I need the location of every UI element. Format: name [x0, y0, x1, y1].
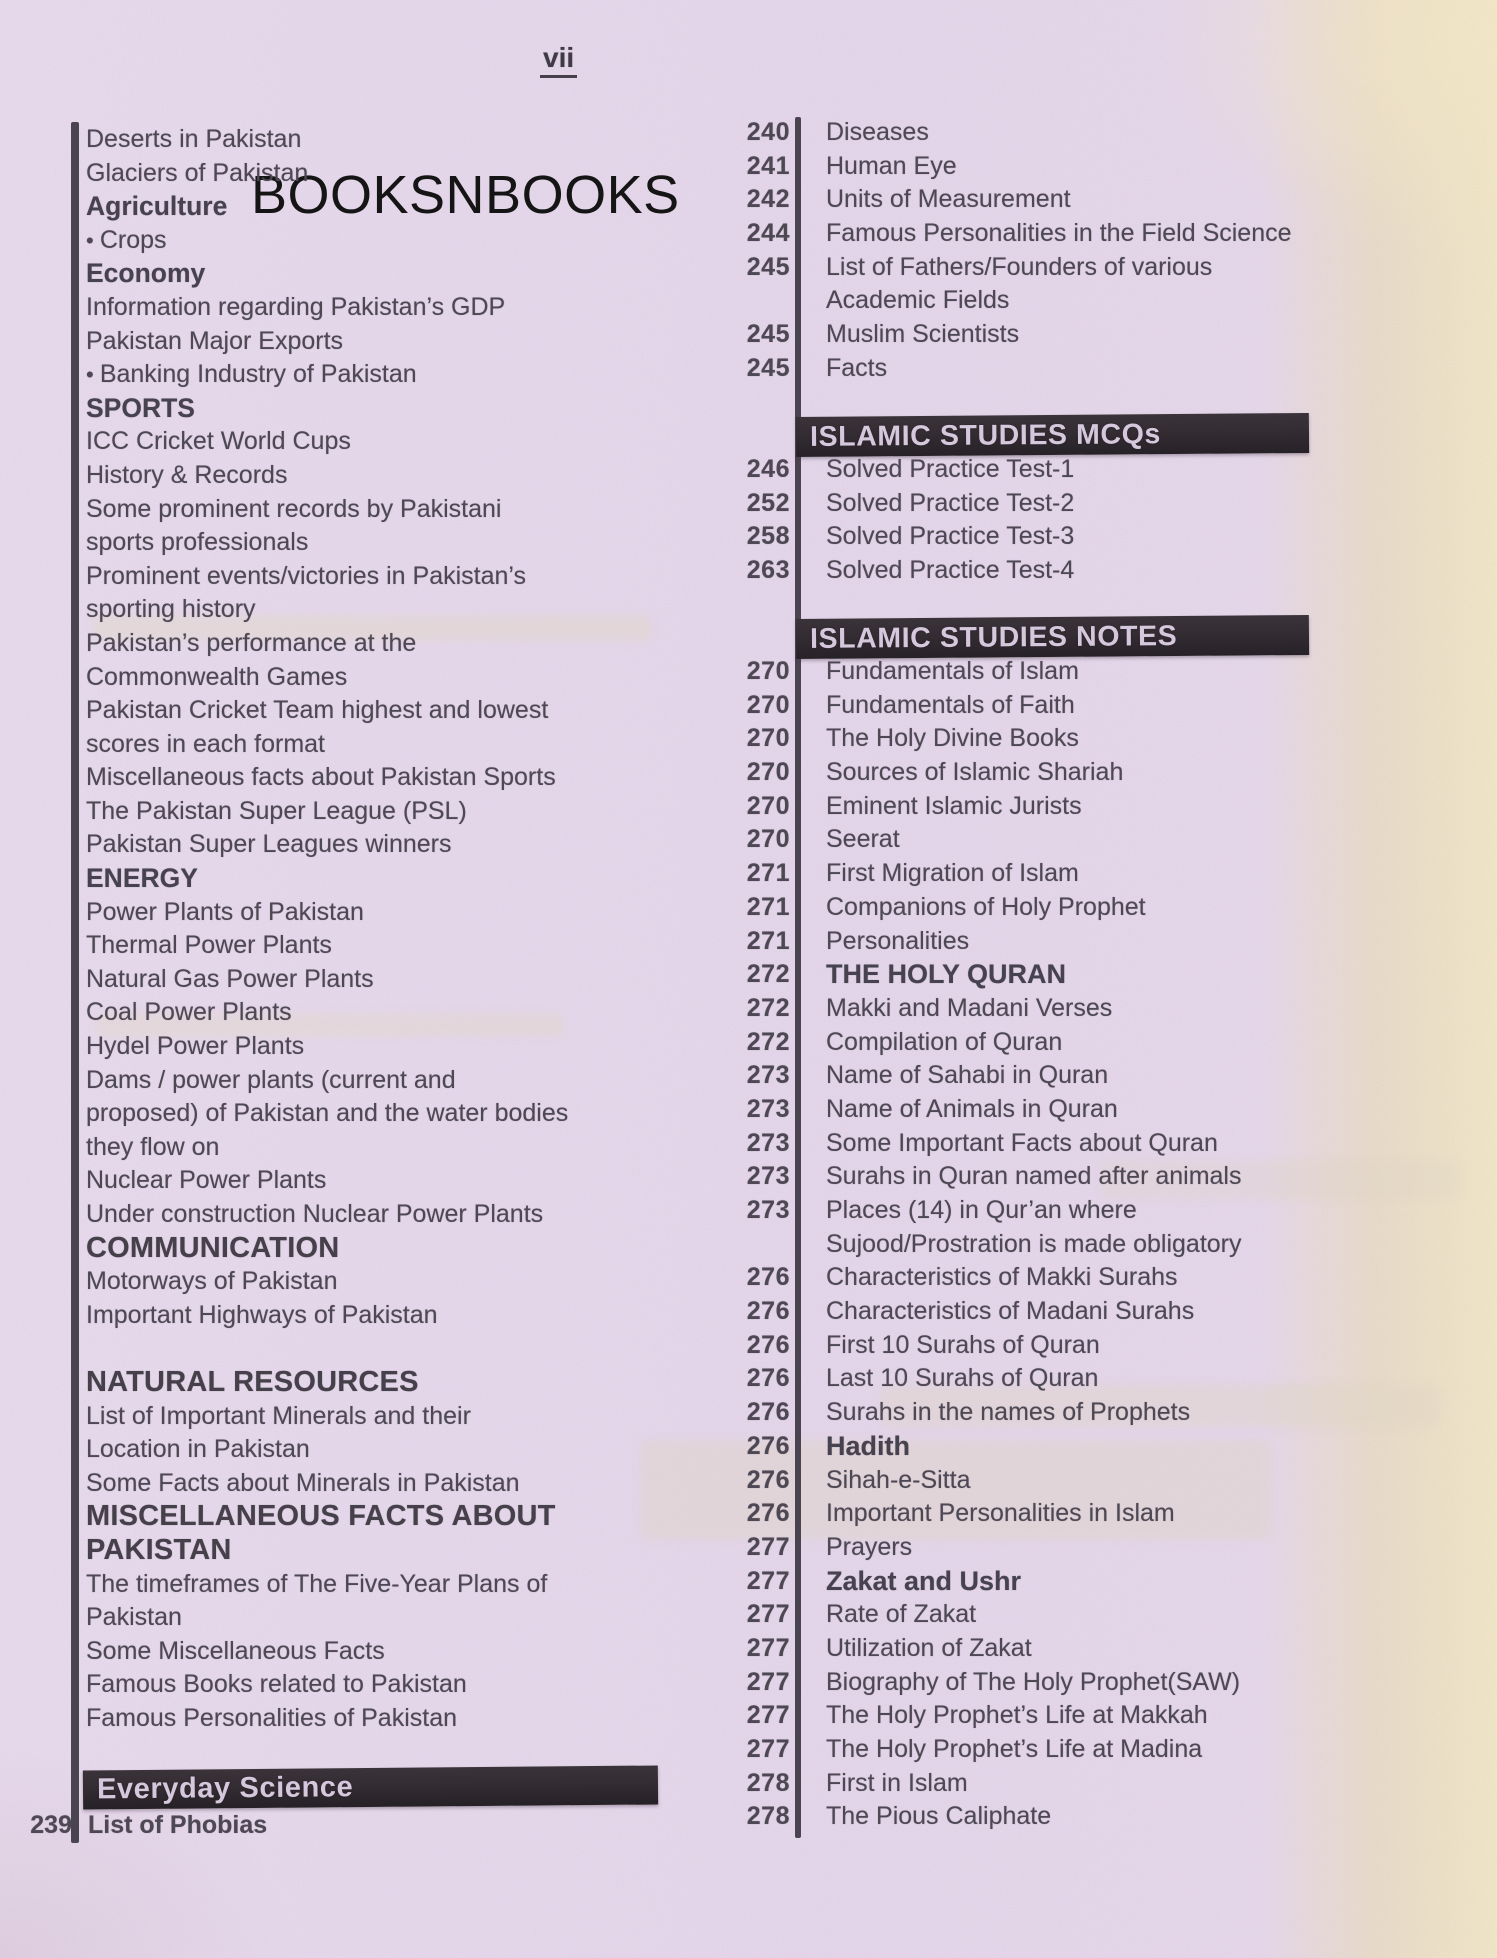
- entry-title: Personalities: [826, 926, 970, 955]
- page-number: 241: [746, 151, 790, 180]
- toc-line: Pakistan Cricket Team highest and lowest: [86, 696, 549, 725]
- toc-entry: [630, 1127, 1470, 1161]
- entry-title: Biography of The Holy Prophet(SAW): [826, 1667, 1241, 1696]
- toc-entry: [630, 1093, 1470, 1127]
- page-number: 270: [746, 724, 790, 753]
- page-number: 276: [746, 1499, 790, 1528]
- toc-line: Pakistan: [86, 1603, 182, 1632]
- entry-title: Solved Practice Test-2: [826, 488, 1075, 517]
- toc-line: NATURAL RESOURCES: [86, 1365, 419, 1398]
- entry-title: Sihah-e-Sitta: [826, 1465, 971, 1494]
- page-number: 277: [746, 1566, 790, 1595]
- toc-line: Coal Power Plants: [86, 998, 292, 1027]
- toc-entry: [630, 284, 1470, 318]
- page-number: 272: [746, 960, 790, 989]
- toc-line: Information regarding Pakistan’s GDP: [86, 292, 506, 321]
- toc-line: sporting history: [86, 595, 256, 624]
- entry-title: Fundamentals of Faith: [826, 690, 1075, 719]
- toc-line: Hydel Power Plants: [86, 1032, 305, 1061]
- entry-title: Companions of Holy Prophet: [826, 892, 1146, 921]
- toc-entry: [630, 183, 1470, 217]
- page-number: 277: [746, 1735, 790, 1763]
- toc-entry: [630, 958, 1470, 992]
- page-number: 245: [746, 353, 790, 382]
- page-number: 277: [746, 1600, 790, 1629]
- entry-title: Facts: [826, 353, 888, 382]
- section-banner-label: ISLAMIC STUDIES MCQs: [809, 418, 1161, 454]
- toc-entry: [630, 1632, 1470, 1666]
- section-banner-bar: [796, 413, 1309, 457]
- entry-title: Hadith: [826, 1430, 910, 1461]
- page-number: 277: [746, 1667, 790, 1696]
- page-number: 270: [746, 657, 790, 685]
- toc-line: Dams / power plants (current and: [86, 1065, 456, 1094]
- entry-title: Famous Personalities in the Field Science: [826, 219, 1292, 248]
- page-number: 252: [746, 488, 790, 517]
- everyday-science-banner-label: Everyday Science: [96, 1771, 354, 1806]
- page-number: 277: [746, 1633, 790, 1662]
- toc-line: Prominent events/victories in Pakistan’s: [86, 561, 527, 590]
- entry-title: First 10 Surahs of Quran: [826, 1330, 1100, 1359]
- page-number: 273: [746, 1128, 790, 1157]
- right-column-rows: [630, 116, 1470, 1834]
- left-column-lines: [86, 123, 638, 1736]
- toc-entry: [630, 520, 1470, 554]
- entry-title: Eminent Islamic Jurists: [826, 791, 1082, 820]
- toc-line: Agriculture: [86, 191, 228, 222]
- toc-line: COMMUNICATION: [86, 1231, 340, 1264]
- page-number: 271: [746, 859, 790, 888]
- entry-title: Muslim Scientists: [826, 320, 1020, 349]
- toc-entry: [630, 1329, 1470, 1363]
- page-number: 246: [746, 454, 790, 483]
- section-banner-bar: [796, 615, 1309, 659]
- toc-line: Glaciers of Pakistan: [86, 158, 309, 187]
- page-number: 276: [746, 1465, 790, 1494]
- entry-title: Academic Fields: [826, 286, 1010, 315]
- toc-line: SPORTS: [86, 392, 195, 423]
- page-number: 278: [746, 1768, 790, 1797]
- toc-entry: [630, 1767, 1470, 1801]
- entry-title: Surahs in the names of Prophets: [826, 1398, 1191, 1427]
- toc-line: Motorways of Pakistan: [86, 1267, 338, 1296]
- entry-title: Seerat: [826, 825, 900, 854]
- page-number: 273: [746, 1196, 790, 1224]
- page-number: 271: [746, 926, 790, 955]
- entry-title: Sources of Islamic Shariah: [826, 758, 1124, 787]
- entry-title: List of Phobias: [88, 1811, 268, 1839]
- toc-entry: [630, 116, 1470, 150]
- toc-line: PAKISTAN: [86, 1533, 232, 1566]
- entry-title: The Holy Prophet’s Life at Madina: [826, 1735, 1203, 1763]
- entry-title: Surahs in Quran named after animals: [826, 1162, 1242, 1191]
- entry-title: Name of Animals in Quran: [826, 1094, 1118, 1123]
- entry-title: Characteristics of Makki Surahs: [826, 1263, 1178, 1292]
- toc-line: The timeframes of The Five-Year Plans of: [86, 1569, 548, 1598]
- entry-title: First in Islam: [826, 1768, 968, 1797]
- toc-line: • Crops: [86, 224, 638, 258]
- toc-entry: [630, 150, 1470, 184]
- toc-line: Thermal Power Plants: [86, 931, 332, 960]
- toc-line: Pakistan Major Exports: [86, 326, 344, 355]
- toc-line: Under construction Nuclear Power Plants: [86, 1200, 544, 1228]
- toc-entry: [630, 689, 1470, 723]
- entry-title: Solved Practice Test-3: [826, 522, 1075, 551]
- page-number: 277: [746, 1532, 790, 1561]
- toc-line: Famous Personalities of Pakistan: [86, 1703, 458, 1732]
- toc-entry: [630, 1733, 1470, 1767]
- toc-entry: [630, 857, 1470, 891]
- page-number: 242: [746, 185, 790, 214]
- page-number: 276: [746, 1330, 790, 1359]
- page-number: 244: [746, 219, 790, 248]
- toc-line: Some prominent records by Pakistani: [86, 494, 502, 523]
- toc-line: • Banking Industry of Pakistan: [86, 358, 638, 392]
- entry-title: Solved Practice Test-4: [826, 555, 1075, 584]
- toc-spacer: [86, 1332, 638, 1366]
- entry-title: Makki and Madani Verses: [826, 993, 1113, 1022]
- toc-entry: [630, 1396, 1470, 1430]
- entry-title: Utilization of Zakat: [826, 1633, 1032, 1662]
- toc-line: ENERGY: [86, 863, 198, 894]
- toc-line: Deserts in Pakistan: [86, 125, 302, 153]
- entry-title: The Holy Prophet’s Life at Makkah: [826, 1701, 1208, 1730]
- toc-line: Some Miscellaneous Facts: [86, 1636, 385, 1665]
- toc-entry: [630, 251, 1470, 285]
- watermark-text: BOOKSNBOOKS: [251, 165, 680, 225]
- section-banner-label: ISLAMIC STUDIES NOTES: [809, 620, 1178, 656]
- page-number: 276: [746, 1364, 790, 1393]
- entry-title: Human Eye: [826, 151, 957, 180]
- toc-line: MISCELLANEOUS FACTS ABOUT: [86, 1500, 556, 1533]
- page-number: 270: [746, 825, 790, 854]
- entry-title: Zakat and Ushr: [826, 1565, 1022, 1596]
- toc-line: ICC Cricket World Cups: [86, 427, 351, 456]
- toc-entry: [630, 1430, 1470, 1464]
- entry-title: Some Important Facts about Quran: [826, 1128, 1218, 1157]
- entry-title: Places (14) in Qur’an where: [826, 1196, 1137, 1224]
- entry-title: First Migration of Islam: [826, 859, 1079, 888]
- toc-entry: [630, 1598, 1470, 1632]
- toc-entry: [630, 1160, 1470, 1194]
- page-number: 277: [746, 1701, 790, 1730]
- entry-title: Compilation of Quran: [826, 1027, 1063, 1056]
- toc-entry: [630, 823, 1470, 857]
- toc-entry: [630, 217, 1470, 251]
- page-number: 270: [746, 791, 790, 820]
- page-number: 273: [746, 1094, 790, 1123]
- entry-title: List of Fathers/Founders of various: [826, 252, 1213, 281]
- toc-entry: [630, 1699, 1470, 1733]
- toc-line: Some Facts about Minerals in Pakistan: [86, 1468, 520, 1497]
- page-number: 272: [746, 993, 790, 1022]
- entry-title: Name of Sahabi in Quran: [826, 1061, 1109, 1090]
- toc-entry: [630, 1464, 1470, 1498]
- page-number: 276: [746, 1297, 790, 1326]
- toc-entry: [630, 1295, 1470, 1329]
- toc-entry: [630, 790, 1470, 824]
- page-number: 271: [746, 892, 790, 921]
- page-number: 276: [746, 1398, 790, 1427]
- toc-line: Pakistan’s performance at the: [86, 628, 417, 657]
- toc-entry: [630, 1531, 1470, 1565]
- toc-entry: [630, 891, 1470, 925]
- page-number: 263: [746, 555, 790, 584]
- toc-entry: [630, 318, 1470, 352]
- page-number: 270: [746, 758, 790, 787]
- section-banner: [630, 621, 1470, 655]
- entry-title: Sujood/Prostration is made obligatory: [826, 1229, 1242, 1258]
- toc-entry: [630, 1362, 1470, 1396]
- page-number: 258: [746, 522, 790, 551]
- toc-entry: [630, 1666, 1470, 1700]
- toc-line: Natural Gas Power Plants: [86, 964, 374, 993]
- toc-entry: [630, 1059, 1470, 1093]
- toc-line: Famous Books related to Pakistan: [86, 1670, 467, 1699]
- entry-title: Last 10 Surahs of Quran: [826, 1364, 1099, 1393]
- toc-entry: [630, 1497, 1470, 1531]
- toc-line: Commonwealth Games: [86, 662, 348, 691]
- toc-entry: [630, 1026, 1470, 1060]
- toc-entry: [630, 1565, 1470, 1599]
- page-number-label: vii: [540, 42, 577, 78]
- toc-line: The Pakistan Super League (PSL): [86, 796, 467, 825]
- toc-entry: [630, 655, 1470, 689]
- everyday-science-banner: [83, 1765, 658, 1809]
- page-number: 245: [746, 320, 790, 349]
- toc-line: sports professionals: [86, 528, 309, 557]
- toc-line: they flow on: [86, 1132, 220, 1161]
- toc-line: proposed) of Pakistan and the water bodies: [86, 1099, 569, 1128]
- toc-entry: [630, 1194, 1470, 1228]
- page-number: 272: [746, 1027, 790, 1056]
- entry-title: Important Personalities in Islam: [826, 1499, 1175, 1528]
- toc-entry: [630, 756, 1470, 790]
- page-number: 278: [746, 1802, 790, 1831]
- toc-line: scores in each format: [86, 729, 325, 758]
- toc-entry: [630, 554, 1470, 588]
- entry-title: Fundamentals of Islam: [826, 657, 1079, 685]
- toc-line: List of Important Minerals and their: [86, 1401, 471, 1430]
- toc-line: History & Records: [86, 460, 288, 489]
- toc-line: Miscellaneous facts about Pakistan Sports: [86, 763, 556, 792]
- toc-entry: [630, 1800, 1470, 1834]
- entry-title: The Pious Caliphate: [826, 1802, 1052, 1831]
- entry-title: Diseases: [826, 118, 929, 146]
- toc-line: Important Highways of Pakistan: [86, 1300, 438, 1329]
- toc-entry: [630, 1228, 1470, 1262]
- page-number: 273: [746, 1061, 790, 1090]
- page-number: 245: [746, 252, 790, 281]
- left-column-rule: [71, 122, 79, 1843]
- toc-entry: [630, 722, 1470, 756]
- toc-entry: [630, 925, 1470, 959]
- page-number: 276: [746, 1431, 790, 1460]
- page-number: 273: [746, 1162, 790, 1191]
- toc-entry: [630, 992, 1470, 1026]
- toc-entry: [630, 352, 1470, 386]
- page-number: 276: [746, 1263, 790, 1292]
- entry-title: THE HOLY QURAN: [826, 959, 1067, 990]
- toc-line: Location in Pakistan: [86, 1435, 310, 1464]
- entry-title: Solved Practice Test-1: [826, 454, 1075, 483]
- page-number: 239: [30, 1811, 72, 1839]
- toc-line: Economy: [86, 258, 206, 289]
- toc-entry: [630, 1261, 1470, 1295]
- page-number: 270: [746, 690, 790, 719]
- entry-title: Units of Measurement: [826, 185, 1071, 214]
- toc-line: Pakistan Super Leagues winners: [86, 830, 452, 859]
- toc-line: Power Plants of Pakistan: [86, 897, 364, 926]
- entry-title: Prayers: [826, 1532, 913, 1561]
- toc-entry: [630, 487, 1470, 521]
- entry-title: The Holy Divine Books: [826, 724, 1079, 753]
- entry-title: Rate of Zakat: [826, 1600, 977, 1629]
- toc-entry: [630, 453, 1470, 487]
- toc-line: Nuclear Power Plants: [86, 1166, 327, 1195]
- entry-title: Characteristics of Madani Surahs: [826, 1297, 1195, 1326]
- page-number: 240: [746, 118, 790, 146]
- section-banner: [630, 419, 1470, 453]
